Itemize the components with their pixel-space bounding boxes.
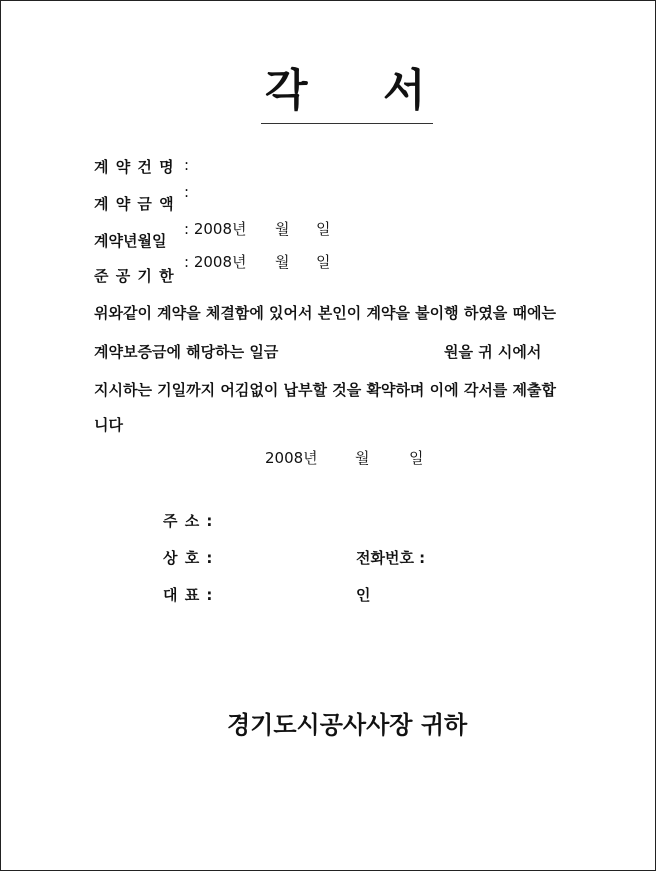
contract-amount-colon: :	[184, 183, 190, 201]
date-day: 일	[409, 449, 424, 467]
date-year: 2008년	[265, 449, 318, 467]
representative-label: 대 표 :	[163, 586, 214, 604]
contract-date-label: 계약년월일	[94, 232, 167, 250]
completion-date-year: : 2008년	[184, 253, 247, 271]
company-label: 상 호 :	[163, 549, 214, 567]
phone-label: 전화번호 :	[356, 549, 426, 567]
body-line-3: 지시하는 기일까지 어김없이 납부할 것을 확약하며 이에 각서를 제출합	[94, 381, 556, 399]
seal-mark: 인	[356, 586, 371, 604]
body-line-2b: 원을 귀 시에서	[444, 343, 542, 361]
contract-date-month: 월	[275, 220, 290, 238]
addressee: 경기도시공사사장 귀하	[227, 711, 468, 739]
contract-amount-label: 계 약 금 액	[94, 195, 175, 213]
body-line-1: 위와같이 계약을 체결함에 있어서 본인이 계약을 불이행 하였을 때에는	[94, 304, 556, 322]
contract-name-colon: :	[184, 156, 190, 174]
completion-date-label: 준 공 기 한	[94, 267, 175, 285]
title-char-1: 각	[265, 65, 308, 116]
document-title	[261, 63, 433, 124]
date-month: 월	[355, 449, 370, 467]
contract-date-year: : 2008년	[184, 220, 247, 238]
body-line-2a: 계약보증금에 해당하는 일금	[94, 343, 279, 361]
completion-date-day: 일	[316, 253, 331, 271]
title-char-2: 서	[383, 65, 426, 116]
completion-date-month: 월	[275, 253, 290, 271]
body-line-4: 니다	[94, 416, 123, 434]
contract-date-day: 일	[316, 220, 331, 238]
address-label: 주 소 :	[163, 512, 214, 530]
contract-name-label: 계 약 건 명	[94, 158, 175, 176]
